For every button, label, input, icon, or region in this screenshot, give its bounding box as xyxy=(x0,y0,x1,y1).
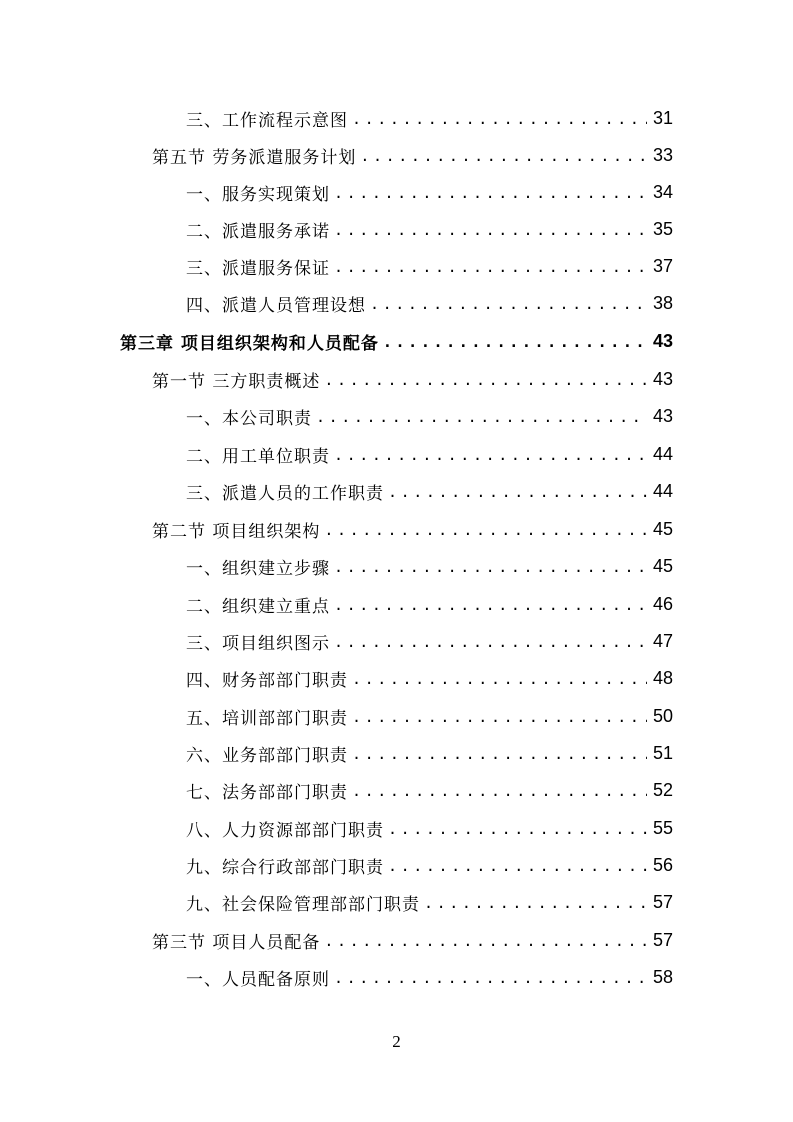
toc-entry[interactable] xyxy=(186,473,673,510)
toc-entry-page: 47 xyxy=(652,631,673,651)
toc-dot-leader xyxy=(352,110,647,128)
toc-entry[interactable] xyxy=(186,735,673,772)
toc-entry-title: 四、派遣人员管理设想 xyxy=(186,296,366,316)
toc-entry-page: 56 xyxy=(652,855,673,875)
toc-entry[interactable] xyxy=(152,922,673,959)
toc-entry-title: 六、业务部部门职责 xyxy=(186,746,348,766)
toc-dot-leader xyxy=(334,558,647,576)
toc-entry-title: 一、服务实现策划 xyxy=(186,185,330,205)
toc-dot-leader xyxy=(388,857,647,875)
toc-entry[interactable] xyxy=(186,810,673,847)
toc-entry-page: 38 xyxy=(652,293,673,313)
toc-entry[interactable] xyxy=(186,248,673,285)
toc-entry[interactable] xyxy=(186,698,673,735)
toc-dot-leader xyxy=(352,670,647,688)
toc-entry[interactable] xyxy=(186,772,673,809)
toc-entry-title: 第五节 劳务派遣服务计划 xyxy=(152,148,357,168)
toc-entry-title: 一、本公司职责 xyxy=(186,409,312,429)
toc-entry-page: 57 xyxy=(652,892,673,912)
toc-entry-page: 57 xyxy=(652,930,673,950)
toc-dot-leader xyxy=(324,932,647,950)
toc-entry-title: 三、派遣人员的工作职责 xyxy=(186,484,384,504)
toc-entry-title: 第一节 三方职责概述 xyxy=(152,372,321,392)
toc-entry-title: 第二节 项目组织架构 xyxy=(152,522,321,542)
toc-entry-page: 35 xyxy=(652,219,673,239)
toc-dot-leader xyxy=(334,969,647,987)
toc-entry-page: 43 xyxy=(652,406,673,426)
toc-entry-title: 第三章 项目组织架构和人员配备 xyxy=(120,334,379,354)
toc-entry-page: 43 xyxy=(652,331,673,351)
toc-entry[interactable] xyxy=(186,100,673,137)
toc-entry-title: 一、组织建立步骤 xyxy=(186,559,330,579)
toc-entry[interactable] xyxy=(152,361,673,398)
toc-entry[interactable] xyxy=(186,285,673,322)
toc-entry-page: 44 xyxy=(652,481,673,501)
toc-entry-page: 50 xyxy=(652,706,673,726)
toc-dot-leader xyxy=(383,333,647,351)
toc-entry-page: 43 xyxy=(652,369,673,389)
toc-entry[interactable] xyxy=(152,137,673,174)
toc-dot-leader xyxy=(316,408,647,426)
toc-dot-leader xyxy=(334,633,647,651)
toc-entry-title: 三、派遣服务保证 xyxy=(186,259,330,279)
toc-entry-page: 34 xyxy=(652,182,673,202)
toc-dot-leader xyxy=(334,596,647,614)
toc-dot-leader xyxy=(388,820,647,838)
toc-entry[interactable] xyxy=(186,660,673,697)
toc-dot-leader xyxy=(352,708,647,726)
toc-entry[interactable] xyxy=(186,586,673,623)
toc-entry[interactable] xyxy=(186,398,673,435)
toc-entry-page: 37 xyxy=(652,256,673,276)
toc-entry-title: 七、法务部部门职责 xyxy=(186,783,348,803)
toc-entry-page: 52 xyxy=(652,780,673,800)
toc-entry[interactable] xyxy=(186,884,673,921)
toc-dot-leader xyxy=(352,782,647,800)
toc-dot-leader xyxy=(324,371,647,389)
toc-entry-title: 三、项目组织图示 xyxy=(186,634,330,654)
toc-entry-title: 九、社会保险管理部部门职责 xyxy=(186,895,420,915)
toc-entry-title: 二、用工单位职责 xyxy=(186,447,330,467)
toc-entry-title: 九、综合行政部部门职责 xyxy=(186,858,384,878)
toc-entry-page: 46 xyxy=(652,594,673,614)
toc-entry-title: 二、派遣服务承诺 xyxy=(186,222,330,242)
toc-dot-leader xyxy=(370,295,647,313)
toc-entry-title: 四、财务部部门职责 xyxy=(186,671,348,691)
toc-chapter-entry[interactable] xyxy=(120,323,673,360)
toc-entry[interactable] xyxy=(186,211,673,248)
toc-entry-page: 44 xyxy=(652,444,673,464)
page-number: 2 xyxy=(392,1032,401,1051)
toc-entry-page: 48 xyxy=(652,668,673,688)
toc-dot-leader xyxy=(352,745,647,763)
toc-entry-title: 第三节 项目人员配备 xyxy=(152,933,321,953)
toc-entry-title: 三、工作流程示意图 xyxy=(186,111,348,131)
toc-dot-leader xyxy=(334,446,647,464)
toc-entry[interactable] xyxy=(186,959,673,996)
toc-entry-page: 55 xyxy=(652,818,673,838)
toc-dot-leader xyxy=(334,221,647,239)
toc-entry-page: 33 xyxy=(652,145,673,165)
toc-dot-leader xyxy=(388,483,647,501)
toc-entry-page: 45 xyxy=(652,556,673,576)
toc-dot-leader xyxy=(360,147,647,165)
toc-entry[interactable] xyxy=(186,174,673,211)
toc-entry[interactable] xyxy=(186,548,673,585)
toc-entry-title: 五、培训部部门职责 xyxy=(186,709,348,729)
toc-entry[interactable] xyxy=(186,847,673,884)
toc-entry[interactable] xyxy=(152,511,673,548)
toc-entry-page: 58 xyxy=(652,967,673,987)
toc-dot-leader xyxy=(334,258,647,276)
toc-entry[interactable] xyxy=(186,436,673,473)
toc-entry-page: 31 xyxy=(652,108,673,128)
toc-entry-title: 二、组织建立重点 xyxy=(186,597,330,617)
toc-entry-title: 一、人员配备原则 xyxy=(186,970,330,990)
toc-entry-page: 51 xyxy=(652,743,673,763)
toc-entry[interactable] xyxy=(186,623,673,660)
toc-entry-title: 八、人力资源部部门职责 xyxy=(186,821,384,841)
toc-dot-leader xyxy=(324,521,647,539)
toc-dot-leader xyxy=(424,894,647,912)
toc-entry-page: 45 xyxy=(652,519,673,539)
toc-dot-leader xyxy=(334,184,647,202)
